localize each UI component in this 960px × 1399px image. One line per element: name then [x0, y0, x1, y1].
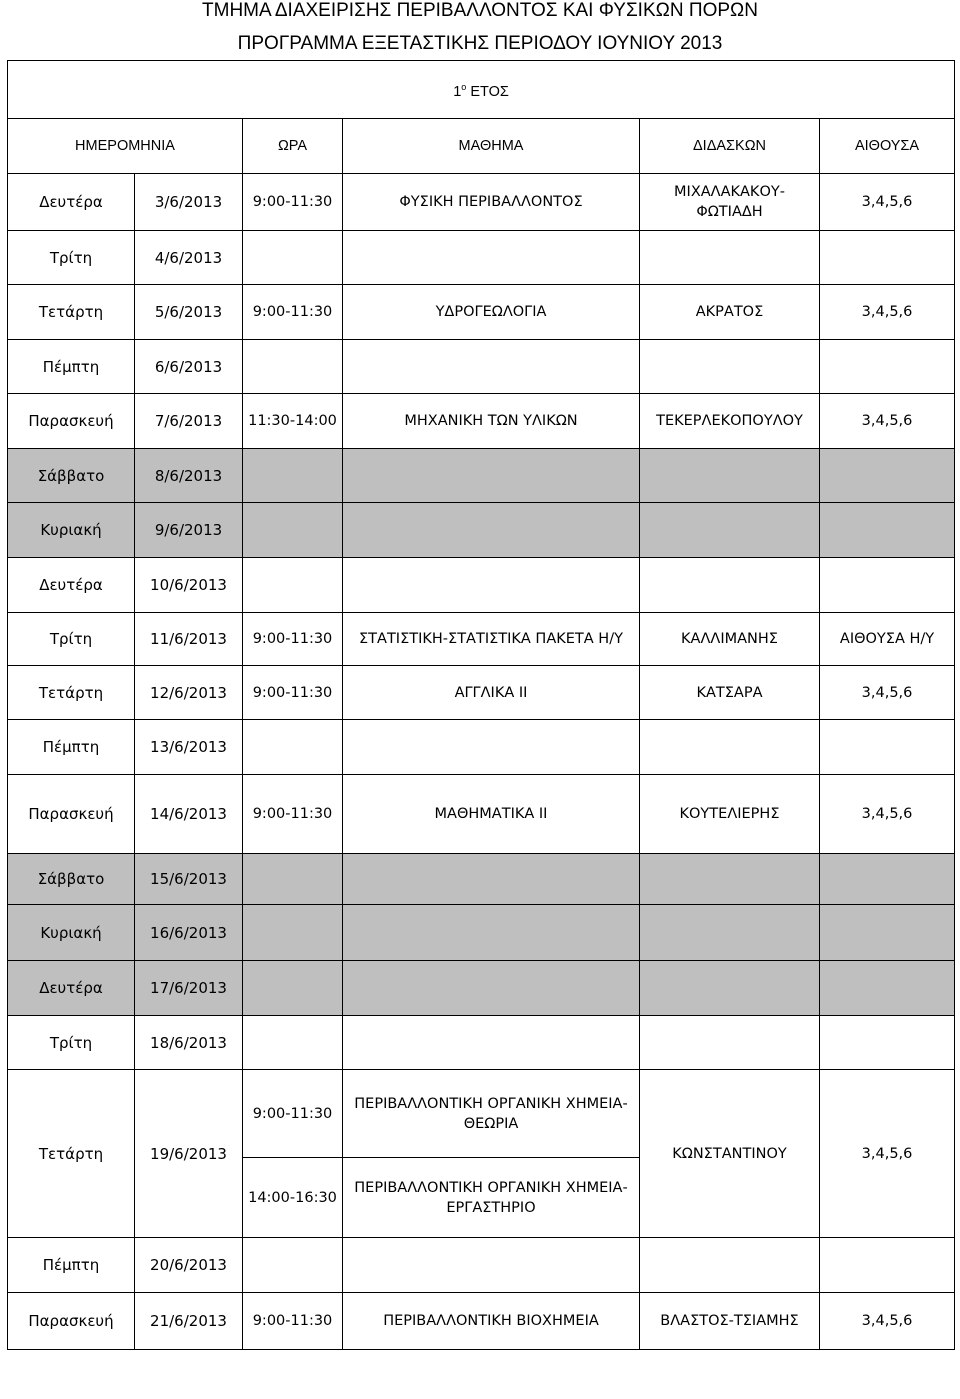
- date-cell: 3/6/2013: [135, 174, 243, 231]
- time-cell: 9:00-11:30: [243, 1070, 343, 1158]
- course-cell: ΜΑΘΗΜΑΤΙΚΑ ΙΙ: [343, 775, 640, 854]
- day-cell: Τετάρτη: [8, 285, 135, 340]
- course-cell: [343, 449, 640, 503]
- day-cell: Κυριακή: [8, 503, 135, 558]
- time-cell: [243, 340, 343, 394]
- table-row: [8, 285, 955, 340]
- instructor-cell: ΒΛΑΣΤΟΣ-ΤΣΙΑΜΗΣ: [640, 1293, 820, 1350]
- date-cell: 14/6/2013: [135, 775, 243, 854]
- date-cell: 9/6/2013: [135, 503, 243, 558]
- course-cell: [343, 340, 640, 394]
- date-cell: 13/6/2013: [135, 720, 243, 775]
- course-cell: [343, 961, 640, 1016]
- instructor-cell: ΚΩΝΣΤΑΝΤΙΝΟΥ: [640, 1070, 820, 1238]
- room-cell: 3,4,5,6: [820, 1293, 955, 1350]
- time-cell: [243, 503, 343, 558]
- table-row: [8, 720, 955, 775]
- table-row: [8, 1238, 955, 1293]
- room-cell: [820, 1016, 955, 1070]
- time-cell: [243, 720, 343, 775]
- time-cell: 9:00-11:30: [243, 613, 343, 666]
- time-cell: [243, 905, 343, 961]
- instructor-cell: [640, 1016, 820, 1070]
- course-cell: [343, 1016, 640, 1070]
- date-cell: 21/6/2013: [135, 1293, 243, 1350]
- date-cell: 20/6/2013: [135, 1238, 243, 1293]
- table-row: [8, 775, 955, 854]
- instructor-cell: ΚΑΤΣΑΡΑ: [640, 666, 820, 720]
- day-cell: Τετάρτη: [8, 1070, 135, 1238]
- time-cell: [243, 1016, 343, 1070]
- table-row: [8, 1016, 955, 1070]
- instructor-cell: [640, 720, 820, 775]
- table-row: [8, 174, 955, 231]
- day-cell: Πέμπτη: [8, 1238, 135, 1293]
- date-cell: 8/6/2013: [135, 449, 243, 503]
- time-cell: 9:00-11:30: [243, 174, 343, 231]
- time-cell: [243, 558, 343, 613]
- header-room: ΑΙΘΟΥΣΑ: [820, 119, 955, 174]
- instructor-cell: ΚΑΛΛΙΜΑΝΗΣ: [640, 613, 820, 666]
- course-cell: ΠΕΡΙΒΑΛΛΟΝΤΙΚΗ ΟΡΓΑΝΙΚΗ ΧΗΜΕΙΑ-ΕΡΓΑΣΤΗΡΙΟ: [343, 1158, 640, 1238]
- table-row: [8, 231, 955, 285]
- instructor-cell: [640, 449, 820, 503]
- time-cell: 9:00-11:30: [243, 285, 343, 340]
- instructor-cell: [640, 1238, 820, 1293]
- room-cell: [820, 503, 955, 558]
- day-cell: Σάββατο: [8, 854, 135, 905]
- date-cell: 12/6/2013: [135, 666, 243, 720]
- room-cell: 3,4,5,6: [820, 1070, 955, 1238]
- instructor-cell: [640, 905, 820, 961]
- course-cell: ΜΗΧΑΝΙΚΗ ΤΩΝ ΥΛΙΚΩΝ: [343, 394, 640, 449]
- time-cell: [243, 449, 343, 503]
- date-cell: 19/6/2013: [135, 1070, 243, 1238]
- time-cell: [243, 231, 343, 285]
- header-course: ΜΑΘΗΜΑ: [343, 119, 640, 174]
- date-cell: 11/6/2013: [135, 613, 243, 666]
- instructor-cell: [640, 854, 820, 905]
- room-cell: [820, 854, 955, 905]
- table-row: [8, 854, 955, 905]
- day-cell: Τρίτη: [8, 231, 135, 285]
- room-cell: [820, 558, 955, 613]
- time-cell: [243, 854, 343, 905]
- course-cell: [343, 854, 640, 905]
- instructor-cell: ΜΙΧΑΛΑΚΑΚΟΥ-ΦΩΤΙΑΔΗ: [640, 174, 820, 231]
- day-cell: Τετάρτη: [8, 666, 135, 720]
- day-cell: Τρίτη: [8, 613, 135, 666]
- room-cell: [820, 231, 955, 285]
- instructor-cell: [640, 558, 820, 613]
- day-cell: Δευτέρα: [8, 558, 135, 613]
- time-cell: 11:30-14:00: [243, 394, 343, 449]
- table-row: [8, 449, 955, 503]
- time-cell: 9:00-11:30: [243, 666, 343, 720]
- course-cell: [343, 720, 640, 775]
- course-cell: ΦΥΣΙΚΗ ΠΕΡΙΒΑΛΛΟΝΤΟΣ: [343, 174, 640, 231]
- room-cell: [820, 1238, 955, 1293]
- date-cell: 4/6/2013: [135, 231, 243, 285]
- day-cell: Παρασκευή: [8, 394, 135, 449]
- instructor-cell: [640, 340, 820, 394]
- day-cell: Τρίτη: [8, 1016, 135, 1070]
- time-cell: 9:00-11:30: [243, 775, 343, 854]
- table-row: [8, 961, 955, 1016]
- course-cell: [343, 503, 640, 558]
- day-cell: Πέμπτη: [8, 720, 135, 775]
- date-cell: 17/6/2013: [135, 961, 243, 1016]
- date-cell: 7/6/2013: [135, 394, 243, 449]
- course-cell: ΣΤΑΤΙΣΤΙΚΗ-ΣΤΑΤΙΣΤΙΚΑ ΠΑΚΕΤΑ Η/Υ: [343, 613, 640, 666]
- day-cell: Δευτέρα: [8, 961, 135, 1016]
- table-row: [8, 1293, 955, 1350]
- time-cell: [243, 1238, 343, 1293]
- date-cell: 16/6/2013: [135, 905, 243, 961]
- course-cell: [343, 905, 640, 961]
- room-cell: 3,4,5,6: [820, 775, 955, 854]
- exam-schedule-table: [7, 60, 955, 1350]
- course-cell: ΠΕΡΙΒΑΛΛΟΝΤΙΚΗ ΟΡΓΑΝΙΚΗ ΧΗΜΕΙΑ-ΘΕΩΡΙΑ: [343, 1070, 640, 1158]
- course-cell: ΥΔΡΟΓΕΩΛΟΓΙΑ: [343, 285, 640, 340]
- table-row: [8, 666, 955, 720]
- table-row: [8, 503, 955, 558]
- instructor-cell: ΚΟΥΤΕΛΙΕΡΗΣ: [640, 775, 820, 854]
- room-cell: 3,4,5,6: [820, 666, 955, 720]
- room-cell: [820, 905, 955, 961]
- instructor-cell: ΑΚΡΑΤΟΣ: [640, 285, 820, 340]
- table-row: [8, 558, 955, 613]
- room-cell: [820, 961, 955, 1016]
- room-cell: 3,4,5,6: [820, 285, 955, 340]
- instructor-cell: [640, 231, 820, 285]
- date-cell: 10/6/2013: [135, 558, 243, 613]
- room-cell: [820, 340, 955, 394]
- year-row: [8, 61, 955, 119]
- time-cell: 9:00-11:30: [243, 1293, 343, 1350]
- date-cell: 5/6/2013: [135, 285, 243, 340]
- time-cell: 14:00-16:30: [243, 1158, 343, 1238]
- header-row: [8, 119, 955, 174]
- day-cell: Παρασκευή: [8, 775, 135, 854]
- room-cell: [820, 449, 955, 503]
- time-cell: [243, 961, 343, 1016]
- course-cell: ΑΓΓΛΙΚΑ ΙΙ: [343, 666, 640, 720]
- room-cell: [820, 720, 955, 775]
- course-cell: [343, 231, 640, 285]
- table-row: [8, 340, 955, 394]
- table-row: [8, 1070, 955, 1158]
- day-cell: Κυριακή: [8, 905, 135, 961]
- course-cell: [343, 558, 640, 613]
- instructor-cell: ΤΕΚΕΡΛΕΚΟΠΟΥΛΟΥ: [640, 394, 820, 449]
- page-title: ΤΜΗΜΑ ΔΙΑΧΕΙΡΙΣΗΣ ΠΕΡΙΒΑΛΛΟΝΤΟΣ ΚΑΙ ΦΥΣΙΚΩΝ ΠΟΡΩΝ: [202, 0, 758, 21]
- header-time: ΩΡΑ: [243, 119, 343, 174]
- room-cell: ΑΙΘΟΥΣΑ Η/Υ: [820, 613, 955, 666]
- course-cell: [343, 1238, 640, 1293]
- page-subtitle: ΠΡΟΓΡΑΜΜΑ ΕΞΕΤΑΣΤΙΚΗΣ ΠΕΡΙΟΔΟΥ ΙΟΥΝΙΟΥ 2013: [237, 33, 723, 54]
- day-cell: Παρασκευή: [8, 1293, 135, 1350]
- instructor-cell: [640, 503, 820, 558]
- date-cell: 18/6/2013: [135, 1016, 243, 1070]
- room-cell: 3,4,5,6: [820, 174, 955, 231]
- day-cell: Πέμπτη: [8, 340, 135, 394]
- header-date: ΗΜΕΡΟΜΗΝΙΑ: [8, 119, 243, 174]
- table-row: [8, 905, 955, 961]
- header-instructor: ΔΙΔΑΣΚΩΝ: [640, 119, 820, 174]
- table-row: [8, 613, 955, 666]
- day-cell: Σάββατο: [8, 449, 135, 503]
- instructor-cell: [640, 961, 820, 1016]
- table-row: [8, 394, 955, 449]
- date-cell: 15/6/2013: [135, 854, 243, 905]
- course-cell: ΠΕΡΙΒΑΛΛΟΝΤΙΚΗ ΒΙΟΧΗΜΕΙΑ: [343, 1293, 640, 1350]
- date-cell: 6/6/2013: [135, 340, 243, 394]
- room-cell: 3,4,5,6: [820, 394, 955, 449]
- day-cell: Δευτέρα: [8, 174, 135, 231]
- year-label: $1^o$ ΕΤΟΣ: [8, 61, 955, 119]
